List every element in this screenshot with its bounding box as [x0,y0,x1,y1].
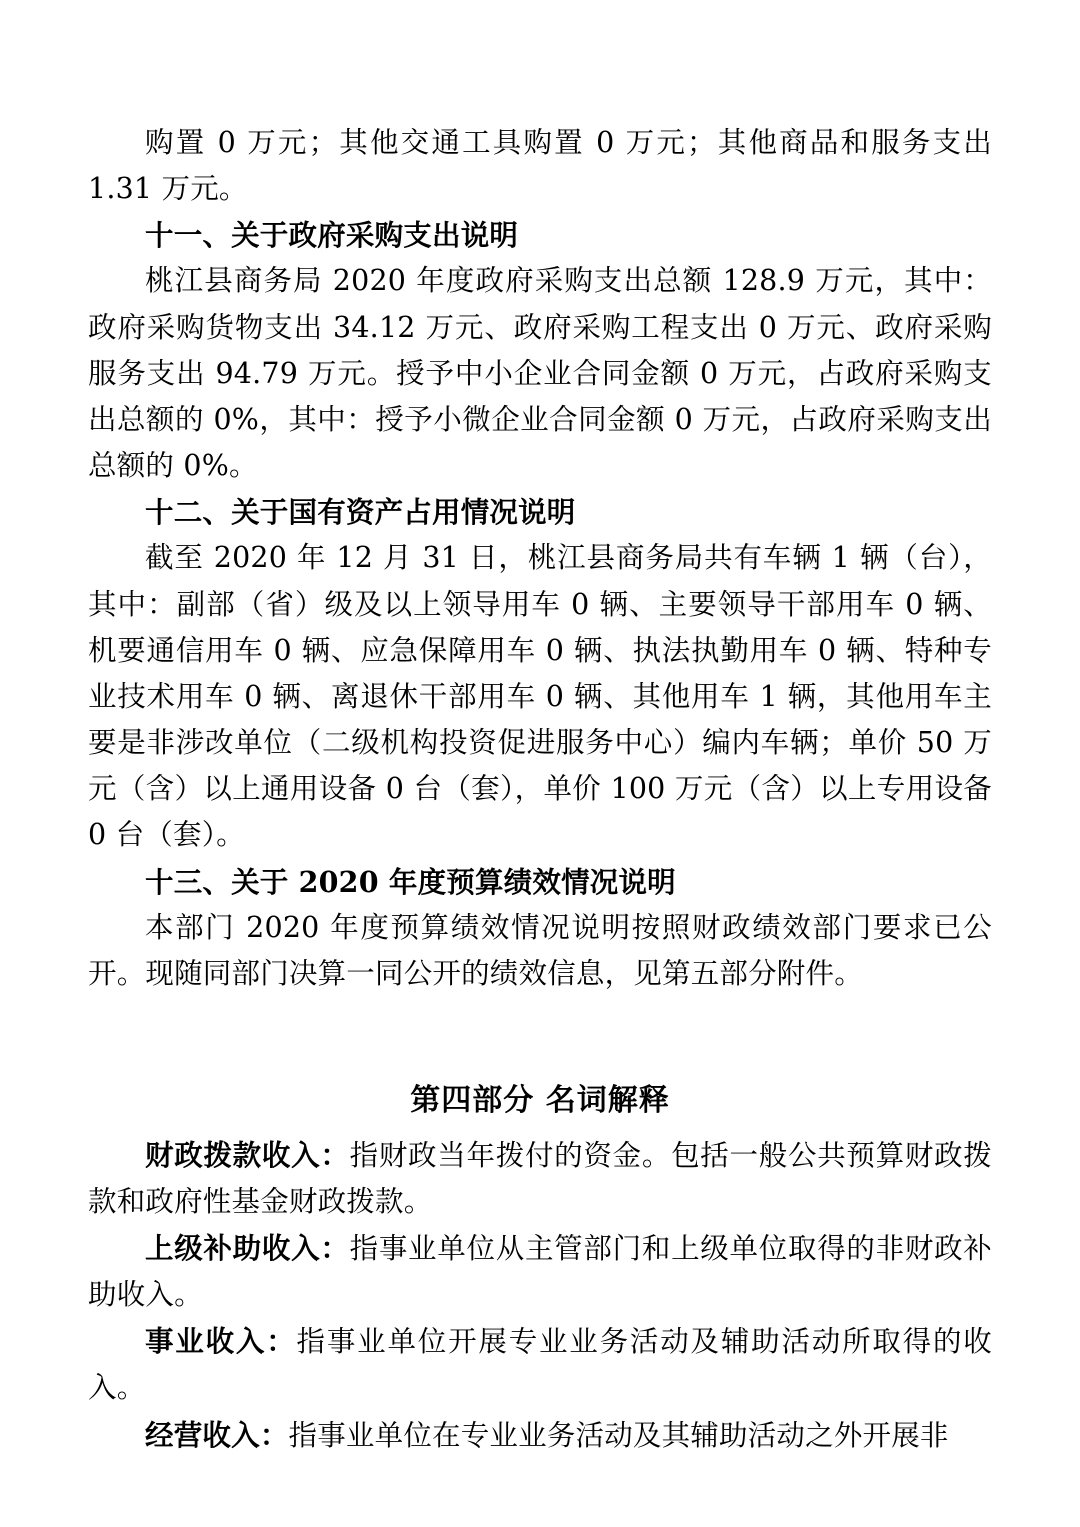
glossary-term: 经营收入 [145,1417,260,1452]
paragraph-state-owned-assets: 截至 2020 年 12 月 31 日，桃江县商务局共有车辆 1 辆（台），其中：副部（省）级及以上领导用车 0 辆、主要领导干部用车 0 辆、机要通信用车 0 辆、应急保障用车 0 辆、执法执勤用车 0 辆、特种专业技术用车 0 辆、离退休干部用车 0 辆、其他用车 1 辆，其他用车主要是非涉改单位（二级机构投资促进服务中心）编内车辆；单价 50 万元（含）以上通用设备 0 台（套），单价 100 万元（含）以上专用设备 0 台（套）。 [88,541,992,852]
glossary-definition: 指财政当年拨付的资金。包括一般公共预算财政拨款和政府性基金财政拨款。 [88,1138,993,1218]
glossary-term: 事业收入 [145,1324,267,1359]
section-spacer [88,997,992,1025]
heading-budget-performance: 十三、关于 2020 年度预算绩效情况说明 [145,864,676,899]
paragraph-government-procurement: 桃江县商务局 2020 年度政府采购支出总额 128.9 万元，其中：政府采购货物支出 34.12 万元、政府采购工程支出 0 万元、政府采购服务支出 94.79 万元。授予中小企业合同金额 0 万元，占政府采购支出总额的 0%，其中：授予小微企业合同金额 0 万元，占政府采购支出总额的 0%。 [88,264,992,483]
glossary-separator: ： [266,1324,297,1359]
glossary-item [88,1412,992,1459]
paragraph-budget-performance: 本部门 2020 年度预算绩效情况说明按照财政绩效部门要求已公开。现随同部门决算一同公开的绩效信息，见第五部分附件。 [88,910,992,990]
glossary-separator: ： [320,1137,350,1172]
glossary-item [88,1225,992,1318]
glossary-definition: 指事业单位开展专业业务活动及辅助活动所取得的收入。 [88,1325,992,1405]
glossary-item [88,1132,992,1225]
glossary-item [88,1318,992,1411]
document-body [88,120,992,1459]
paragraph-continued-expenditure: 购置 0 万元；其他交通工具购置 0 万元；其他商品和服务支出 1.31 万元。 [88,126,992,206]
heading-government-procurement: 十一、关于政府采购支出说明 [145,218,519,253]
glossary-definition: 指事业单位从主管部门和上级单位取得的非财政补助收入。 [88,1231,993,1312]
glossary-separator: ： [320,1230,350,1265]
section-title-part-four: 第四部分 名词解释 [410,1082,670,1118]
glossary-definition: 指事业单位在专业业务活动及其辅助活动之外开展非 [288,1418,949,1452]
glossary-term: 上级补助收入 [145,1230,321,1265]
heading-state-owned-assets: 十二、关于国有资产占用情况说明 [145,495,576,530]
glossary-separator: ： [259,1417,289,1452]
glossary-term: 财政拨款收入 [145,1137,321,1172]
